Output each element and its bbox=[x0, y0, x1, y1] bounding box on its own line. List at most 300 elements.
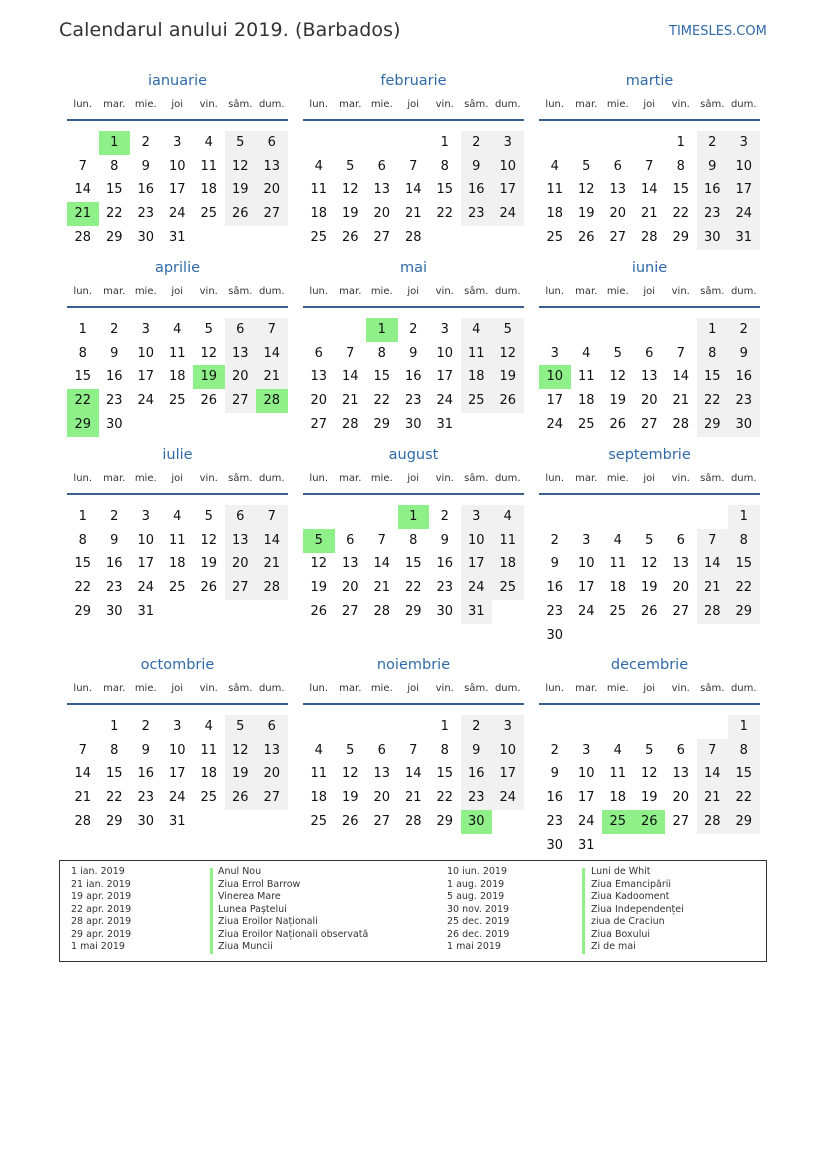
weekday-label: mie. bbox=[134, 473, 157, 484]
day-cell: 1 bbox=[440, 135, 449, 150]
holiday-dates-left bbox=[71, 866, 131, 954]
month-title: martie bbox=[625, 73, 674, 89]
day-cell-holiday: 1 bbox=[366, 318, 398, 342]
weekday-label: vin. bbox=[671, 99, 690, 110]
weekday-label: dum. bbox=[494, 683, 521, 694]
day-cell: 10 bbox=[492, 739, 524, 763]
day-cell: 11 bbox=[200, 742, 218, 758]
weekday-label: lun. bbox=[545, 473, 565, 484]
day-cell: 12 bbox=[609, 369, 627, 385]
weekday-label: lun. bbox=[309, 286, 329, 297]
day-cell: 1 bbox=[78, 322, 87, 337]
holiday-date: 21 ian. 2019 bbox=[71, 878, 131, 890]
day-cell: 24 bbox=[546, 416, 564, 432]
day-cell: 30 bbox=[697, 226, 729, 250]
day-cell: 24 bbox=[137, 580, 155, 596]
day-cell: 23 bbox=[105, 580, 123, 596]
day-cell: 27 bbox=[341, 603, 359, 619]
month-header-rule bbox=[303, 119, 524, 121]
day-cell: 8 bbox=[78, 345, 87, 361]
weekday-label: sâm. bbox=[228, 683, 253, 694]
weekday-label: lun. bbox=[309, 99, 329, 110]
holidays-legend bbox=[59, 860, 767, 962]
day-cell: 31 bbox=[577, 837, 595, 853]
day-cell: 4 bbox=[173, 322, 182, 337]
day-cell: 15 bbox=[105, 766, 123, 782]
day-cell: 8 bbox=[110, 742, 119, 758]
day-cell: 24 bbox=[137, 393, 155, 409]
holiday-name: Ziua Independenței bbox=[591, 903, 684, 915]
holiday-name: ziua de Craciun bbox=[591, 916, 665, 927]
day-cell: 13 bbox=[609, 182, 627, 198]
day-cell: 6 bbox=[613, 158, 622, 174]
month-title: septembrie bbox=[608, 447, 691, 463]
day-cell: 14 bbox=[672, 369, 690, 385]
weekday-label: dum. bbox=[494, 286, 521, 297]
weekday-label: sâm. bbox=[228, 473, 253, 484]
weekday-label: mar. bbox=[103, 473, 126, 484]
weekday-label: joi bbox=[643, 99, 656, 110]
weekday-label: sâm. bbox=[464, 683, 489, 694]
day-cell: 1 bbox=[440, 719, 449, 734]
holiday-date: 1 mai 2019 bbox=[447, 941, 501, 952]
day-cell: 21 bbox=[672, 393, 690, 409]
day-cell: 15 bbox=[74, 369, 92, 385]
day-cell: 26 bbox=[225, 202, 257, 226]
day-cell: 22 bbox=[373, 393, 391, 409]
day-cell: 18 bbox=[200, 766, 218, 782]
day-cell: 17 bbox=[492, 178, 524, 202]
day-cell: 8 bbox=[377, 345, 386, 361]
day-cell: 18 bbox=[546, 206, 564, 222]
day-cell: 8 bbox=[697, 342, 729, 366]
day-cell: 27 bbox=[310, 416, 328, 432]
day-cell: 5 bbox=[204, 322, 213, 337]
day-cell: 6 bbox=[225, 318, 257, 342]
weekday-label: sâm. bbox=[464, 286, 489, 297]
day-cell: 25 bbox=[609, 603, 627, 619]
weekday-label: sâm. bbox=[700, 683, 725, 694]
day-cell: 4 bbox=[550, 158, 559, 174]
day-cell: 11 bbox=[310, 182, 328, 198]
day-cell: 8 bbox=[409, 532, 418, 548]
day-cell: 16 bbox=[461, 762, 493, 786]
day-cell: 9 bbox=[461, 155, 493, 179]
weekday-label: joi bbox=[171, 286, 184, 297]
day-cell: 19 bbox=[341, 790, 359, 806]
day-cell: 19 bbox=[577, 206, 595, 222]
day-cell: 3 bbox=[440, 322, 449, 337]
weekday-label: joi bbox=[407, 286, 420, 297]
day-cell: 4 bbox=[173, 509, 182, 524]
weekday-label: joi bbox=[643, 683, 656, 694]
holiday-date: 1 aug. 2019 bbox=[447, 878, 505, 890]
day-cell: 27 bbox=[373, 813, 391, 829]
day-cell: 5 bbox=[225, 715, 257, 739]
day-cell-holiday: 28 bbox=[256, 389, 288, 413]
month-header-rule bbox=[539, 703, 760, 705]
weekday-label: joi bbox=[171, 683, 184, 694]
weekday-label: dum. bbox=[258, 473, 285, 484]
day-cell: 8 bbox=[110, 158, 119, 174]
day-cell: 1 bbox=[697, 318, 729, 342]
day-cell: 3 bbox=[461, 505, 493, 529]
day-cell: 23 bbox=[728, 389, 760, 413]
day-cell: 28 bbox=[74, 229, 92, 245]
day-cell: 5 bbox=[346, 742, 355, 758]
day-cell: 28 bbox=[697, 600, 729, 624]
weekday-label: sâm. bbox=[464, 99, 489, 110]
day-cell-holiday: 10 bbox=[539, 365, 571, 389]
weekday-label: lun. bbox=[545, 99, 565, 110]
day-cell: 26 bbox=[225, 786, 257, 810]
day-cell: 1 bbox=[110, 719, 119, 734]
day-cell: 27 bbox=[225, 389, 257, 413]
day-cell-holiday: 30 bbox=[461, 810, 493, 834]
day-cell: 11 bbox=[492, 529, 524, 553]
day-cell: 5 bbox=[204, 509, 213, 524]
day-cell: 29 bbox=[105, 229, 123, 245]
day-cell: 21 bbox=[74, 790, 92, 806]
day-cell: 13 bbox=[672, 766, 690, 782]
day-cell: 23 bbox=[546, 813, 564, 829]
day-cell: 9 bbox=[110, 345, 119, 361]
holiday-date: 1 mai 2019 bbox=[71, 941, 125, 952]
day-cell: 21 bbox=[256, 552, 288, 576]
day-cell: 15 bbox=[728, 762, 760, 786]
day-cell: 15 bbox=[436, 182, 454, 198]
day-cell: 15 bbox=[728, 552, 760, 576]
day-cell: 1 bbox=[728, 715, 760, 739]
day-cell: 29 bbox=[436, 813, 454, 829]
weekday-label: joi bbox=[171, 99, 184, 110]
month-header-rule bbox=[303, 703, 524, 705]
day-cell: 21 bbox=[640, 206, 658, 222]
day-cell: 26 bbox=[640, 603, 658, 619]
weekday-label: dum. bbox=[730, 99, 757, 110]
day-cell: 17 bbox=[137, 556, 155, 572]
holiday-date: 28 apr. 2019 bbox=[71, 916, 132, 927]
month-header-rule bbox=[67, 703, 288, 705]
day-cell: 5 bbox=[582, 158, 591, 174]
day-cell: 30 bbox=[105, 603, 123, 619]
day-cell: 9 bbox=[461, 739, 493, 763]
day-cell: 7 bbox=[645, 158, 654, 174]
day-cell: 2 bbox=[461, 715, 493, 739]
holiday-name: Ziua Muncii bbox=[218, 941, 273, 952]
day-cell: 18 bbox=[310, 790, 328, 806]
day-cell: 4 bbox=[461, 318, 493, 342]
day-cell: 13 bbox=[225, 342, 257, 366]
day-cell: 3 bbox=[173, 719, 182, 734]
day-cell: 18 bbox=[168, 369, 186, 385]
day-cell: 20 bbox=[373, 206, 391, 222]
day-cell: 14 bbox=[341, 369, 359, 385]
day-cell: 10 bbox=[436, 345, 454, 361]
holiday-date: 19 apr. 2019 bbox=[71, 891, 132, 902]
day-cell: 17 bbox=[461, 552, 493, 576]
day-cell: 23 bbox=[436, 580, 454, 596]
day-cell: 23 bbox=[461, 202, 493, 226]
day-cell: 27 bbox=[256, 202, 288, 226]
weekday-label: mie. bbox=[134, 286, 157, 297]
day-cell: 27 bbox=[373, 229, 391, 245]
weekday-label: dum. bbox=[730, 286, 757, 297]
day-cell: 25 bbox=[168, 580, 186, 596]
weekday-label: mie. bbox=[134, 99, 157, 110]
day-cell: 30 bbox=[404, 416, 422, 432]
holiday-date: 1 ian. 2019 bbox=[71, 866, 125, 877]
holiday-marker-left bbox=[210, 868, 213, 954]
day-cell: 14 bbox=[697, 762, 729, 786]
weekday-label: mie. bbox=[370, 473, 393, 484]
day-cell: 27 bbox=[672, 813, 690, 829]
day-cell: 12 bbox=[310, 556, 328, 572]
day-cell: 6 bbox=[676, 742, 685, 758]
day-cell: 3 bbox=[173, 135, 182, 150]
day-cell: 20 bbox=[341, 580, 359, 596]
day-cell: 12 bbox=[341, 182, 359, 198]
month-header-rule bbox=[303, 493, 524, 495]
month-title: decembrie bbox=[610, 657, 689, 673]
day-cell: 8 bbox=[78, 532, 87, 548]
day-cell: 6 bbox=[256, 131, 288, 155]
day-cell: 10 bbox=[137, 532, 155, 548]
day-cell: 23 bbox=[697, 202, 729, 226]
day-cell: 6 bbox=[645, 345, 654, 361]
day-cell: 12 bbox=[200, 532, 218, 548]
day-cell: 9 bbox=[550, 766, 559, 782]
day-cell: 20 bbox=[225, 365, 257, 389]
weekday-label: lun. bbox=[73, 683, 93, 694]
day-cell: 20 bbox=[256, 762, 288, 786]
day-cell: 22 bbox=[672, 206, 690, 222]
weekday-label: joi bbox=[407, 683, 420, 694]
day-cell: 12 bbox=[640, 766, 658, 782]
day-cell: 10 bbox=[728, 155, 760, 179]
day-cell: 12 bbox=[341, 766, 359, 782]
day-cell: 26 bbox=[609, 416, 627, 432]
day-cell: 31 bbox=[168, 229, 186, 245]
weekday-label: lun. bbox=[309, 683, 329, 694]
day-cell: 27 bbox=[640, 416, 658, 432]
day-cell: 24 bbox=[168, 790, 186, 806]
holiday-names-right bbox=[591, 866, 684, 954]
day-cell: 7 bbox=[377, 532, 386, 548]
holiday-name: Ziua Errol Barrow bbox=[218, 878, 301, 890]
day-cell: 1 bbox=[676, 135, 685, 150]
day-cell: 13 bbox=[256, 155, 288, 179]
month-header-rule bbox=[303, 306, 524, 308]
day-cell: 13 bbox=[373, 182, 391, 198]
day-cell: 9 bbox=[550, 556, 559, 572]
brand-link[interactable]: TIMESLES.COM bbox=[669, 24, 767, 39]
weekday-label: mar. bbox=[339, 683, 362, 694]
weekday-label: dum. bbox=[258, 683, 285, 694]
weekday-label: sâm. bbox=[228, 99, 253, 110]
day-cell: 25 bbox=[310, 813, 328, 829]
weekday-label: lun. bbox=[73, 286, 93, 297]
day-cell: 15 bbox=[672, 182, 690, 198]
holiday-date: 26 dec. 2019 bbox=[447, 928, 510, 940]
day-cell: 20 bbox=[256, 178, 288, 202]
day-cell: 6 bbox=[225, 505, 257, 529]
day-cell: 2 bbox=[141, 135, 150, 150]
day-cell: 8 bbox=[676, 158, 685, 174]
day-cell: 1 bbox=[728, 505, 760, 529]
day-cell: 2 bbox=[409, 322, 418, 337]
weekday-label: mar. bbox=[103, 286, 126, 297]
holiday-name: Ziua Eroilor Naționali bbox=[218, 916, 318, 927]
day-cell: 4 bbox=[613, 532, 622, 548]
day-cell: 25 bbox=[168, 393, 186, 409]
day-cell: 24 bbox=[577, 813, 595, 829]
day-cell: 24 bbox=[492, 786, 524, 810]
day-cell: 21 bbox=[373, 580, 391, 596]
day-cell: 13 bbox=[310, 369, 328, 385]
day-cell: 25 bbox=[310, 229, 328, 245]
day-cell: 11 bbox=[609, 766, 627, 782]
weekday-label: mie. bbox=[370, 99, 393, 110]
weekday-label: mie. bbox=[606, 99, 629, 110]
holiday-date: 25 dec. 2019 bbox=[447, 916, 510, 927]
day-cell: 12 bbox=[225, 155, 257, 179]
day-cell: 21 bbox=[404, 790, 422, 806]
day-cell: 14 bbox=[640, 182, 658, 198]
day-cell: 9 bbox=[141, 742, 150, 758]
day-cell: 2 bbox=[110, 322, 119, 337]
day-cell: 19 bbox=[492, 365, 524, 389]
day-cell: 20 bbox=[672, 790, 690, 806]
day-cell: 18 bbox=[609, 580, 627, 596]
weekday-label: dum. bbox=[494, 99, 521, 110]
day-cell: 6 bbox=[676, 532, 685, 548]
day-cell: 12 bbox=[492, 342, 524, 366]
weekday-label: mar. bbox=[103, 99, 126, 110]
day-cell: 11 bbox=[200, 158, 218, 174]
day-cell: 19 bbox=[200, 556, 218, 572]
day-cell: 17 bbox=[436, 369, 454, 385]
day-cell: 4 bbox=[204, 719, 213, 734]
day-cell: 4 bbox=[492, 505, 524, 529]
day-cell: 31 bbox=[168, 813, 186, 829]
day-cell: 20 bbox=[640, 393, 658, 409]
day-cell: 7 bbox=[409, 158, 418, 174]
weekday-label: dum. bbox=[494, 473, 521, 484]
day-cell: 30 bbox=[546, 627, 564, 643]
day-cell: 15 bbox=[436, 766, 454, 782]
day-cell: 17 bbox=[577, 580, 595, 596]
day-cell: 3 bbox=[492, 715, 524, 739]
day-cell-holiday: 22 bbox=[67, 389, 99, 413]
weekday-label: mie. bbox=[606, 683, 629, 694]
day-cell: 7 bbox=[409, 742, 418, 758]
weekday-label: mie. bbox=[606, 473, 629, 484]
day-cell: 10 bbox=[461, 529, 493, 553]
holiday-dates-right bbox=[447, 866, 509, 954]
day-cell: 20 bbox=[672, 580, 690, 596]
day-cell: 9 bbox=[409, 345, 418, 361]
day-cell: 8 bbox=[440, 158, 449, 174]
weekday-label: vin. bbox=[435, 99, 454, 110]
day-cell: 19 bbox=[225, 762, 257, 786]
day-cell: 7 bbox=[256, 505, 288, 529]
day-cell: 8 bbox=[728, 739, 760, 763]
day-cell: 11 bbox=[609, 556, 627, 572]
day-cell: 18 bbox=[461, 365, 493, 389]
day-cell: 16 bbox=[105, 369, 123, 385]
holiday-date: 22 apr. 2019 bbox=[71, 903, 132, 915]
day-cell: 25 bbox=[200, 206, 218, 222]
weekday-label: mar. bbox=[339, 473, 362, 484]
day-cell: 24 bbox=[728, 202, 760, 226]
day-cell: 14 bbox=[697, 552, 729, 576]
holiday-date: 5 aug. 2019 bbox=[447, 891, 505, 902]
day-cell: 19 bbox=[310, 580, 328, 596]
day-cell: 20 bbox=[373, 790, 391, 806]
day-cell: 24 bbox=[168, 206, 186, 222]
day-cell: 3 bbox=[550, 345, 559, 361]
month-title: mai bbox=[399, 260, 428, 276]
day-cell: 16 bbox=[404, 369, 422, 385]
day-cell: 29 bbox=[697, 413, 729, 437]
weekday-label: mar. bbox=[575, 286, 598, 297]
weekday-label: vin. bbox=[199, 99, 218, 110]
day-cell: 4 bbox=[582, 345, 591, 361]
weekday-label: mar. bbox=[575, 99, 598, 110]
day-cell: 16 bbox=[697, 178, 729, 202]
day-cell: 27 bbox=[225, 576, 257, 600]
day-cell: 30 bbox=[728, 413, 760, 437]
day-cell: 23 bbox=[404, 393, 422, 409]
day-cell: 24 bbox=[436, 393, 454, 409]
day-cell: 6 bbox=[377, 742, 386, 758]
day-cell: 31 bbox=[461, 600, 493, 624]
day-cell: 26 bbox=[341, 229, 359, 245]
day-cell: 23 bbox=[105, 393, 123, 409]
day-cell: 17 bbox=[137, 369, 155, 385]
weekday-label: dum. bbox=[258, 99, 285, 110]
day-cell: 5 bbox=[346, 158, 355, 174]
day-cell: 14 bbox=[256, 529, 288, 553]
day-cell: 23 bbox=[461, 786, 493, 810]
day-cell: 18 bbox=[577, 393, 595, 409]
day-cell: 14 bbox=[256, 342, 288, 366]
weekday-label: vin. bbox=[671, 473, 690, 484]
day-cell: 27 bbox=[256, 786, 288, 810]
month-header-rule bbox=[67, 119, 288, 121]
day-cell: 29 bbox=[728, 810, 760, 834]
day-cell: 26 bbox=[310, 603, 328, 619]
weekday-label: mie. bbox=[134, 683, 157, 694]
day-cell: 4 bbox=[613, 742, 622, 758]
month-header-rule bbox=[539, 493, 760, 495]
holiday-name: Zi de mai bbox=[591, 941, 636, 952]
weekday-label: mar. bbox=[575, 473, 598, 484]
day-cell: 16 bbox=[728, 365, 760, 389]
day-cell: 22 bbox=[404, 580, 422, 596]
weekday-label: lun. bbox=[73, 99, 93, 110]
day-cell: 4 bbox=[314, 742, 323, 758]
weekday-label: mie. bbox=[370, 683, 393, 694]
weekday-label: lun. bbox=[73, 473, 93, 484]
weekday-label: joi bbox=[171, 473, 184, 484]
day-cell: 17 bbox=[546, 393, 564, 409]
weekday-label: joi bbox=[407, 99, 420, 110]
day-cell: 6 bbox=[256, 715, 288, 739]
day-cell: 9 bbox=[110, 532, 119, 548]
weekday-label: mar. bbox=[339, 286, 362, 297]
